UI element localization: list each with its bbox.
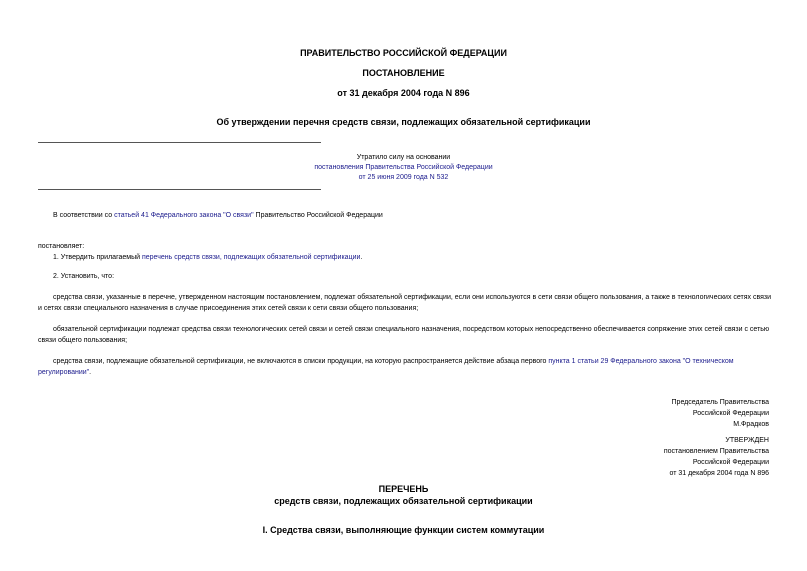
item-1 <box>38 252 772 263</box>
approval-label: УТВЕРЖДЕН <box>725 437 769 444</box>
list-link[interactable]: перечень средств связи, подлежащих обязательной сертификации <box>141 254 361 261</box>
item-2: 2. Установить, что: <box>53 273 115 280</box>
section-heading: I. Средства связи, выполняющие функции систем коммутации <box>262 525 545 535</box>
document-type: ПОСТАНОВЛЕНИЕ <box>362 68 445 78</box>
status-note <box>0 153 807 183</box>
paragraph-3-end: . <box>89 369 92 376</box>
approval-block <box>509 435 769 479</box>
status-link-decree[interactable]: постановления Правительства Российской Федерации <box>314 164 493 171</box>
top-divider <box>38 142 321 143</box>
paragraph-1: средства связи, указанные в перечне, утвержденном настоящим постановлением, подлежат обязательной сертификации, если они используются в сети связи общего пользования, а также в технологических сетях связи и сетях связи специального назначения в случае присоединения этих сетей связи к сети связи общего пользования; <box>38 294 772 312</box>
paragraph-3 <box>38 356 772 378</box>
status-link-date[interactable]: от 25 июня 2009 года N 532 <box>358 174 449 181</box>
approval-date: от 31 декабря 2004 года N 896 <box>669 470 769 477</box>
intro-paragraph <box>38 210 772 221</box>
tech-regulation-link[interactable]: пункта 1 статьи 29 Федерального закона "О техническом регулировании" <box>38 358 734 376</box>
signature-title: Председатель Правительства <box>671 399 769 406</box>
approval-country: Российской Федерации <box>692 459 769 466</box>
law-article-link[interactable]: статьей 41 Федерального закона "О связи" <box>114 212 254 219</box>
decides-label: постановляет: <box>38 243 85 250</box>
bottom-divider <box>38 189 321 190</box>
signature-name: М.Фрадков <box>733 421 769 428</box>
approval-decree: постановлением Правительства <box>663 448 769 455</box>
intro-text-end: Правительство Российской Федерации <box>253 212 383 219</box>
signature-country: Российской Федерации <box>692 410 769 417</box>
document-subject: Об утверждении перечня средств связи, подлежащих обязательной сертификации <box>216 117 591 127</box>
item-1-end: . <box>360 254 363 261</box>
list-subtitle: средств связи, подлежащих обязательной сертификации <box>274 496 533 506</box>
paragraph-3-text: средства связи, подлежащие обязательной сертификации, не включаются в списки продукции, на которую распространяется действие абзаца первого <box>53 358 549 365</box>
intro-text: В соответствии со <box>53 212 115 219</box>
government-heading: ПРАВИТЕЛЬСТВО РОССИЙСКОЙ ФЕДЕРАЦИИ <box>300 48 507 58</box>
item-1-text: 1. Утвердить прилагаемый <box>53 254 142 261</box>
list-title: ПЕРЕЧЕНЬ <box>378 484 429 494</box>
signature-block <box>509 397 769 430</box>
status-line: Утратило силу на основании <box>356 154 451 161</box>
paragraph-2: обязательной сертификации подлежат средства связи технологических сетей связи и сетей связи специального назначения, посредством которых непосредственно обеспечивается сопряжение этих сетей связи с сетью связи общего пользования; <box>38 326 770 344</box>
document-date: от 31 декабря 2004 года N 896 <box>337 88 470 98</box>
